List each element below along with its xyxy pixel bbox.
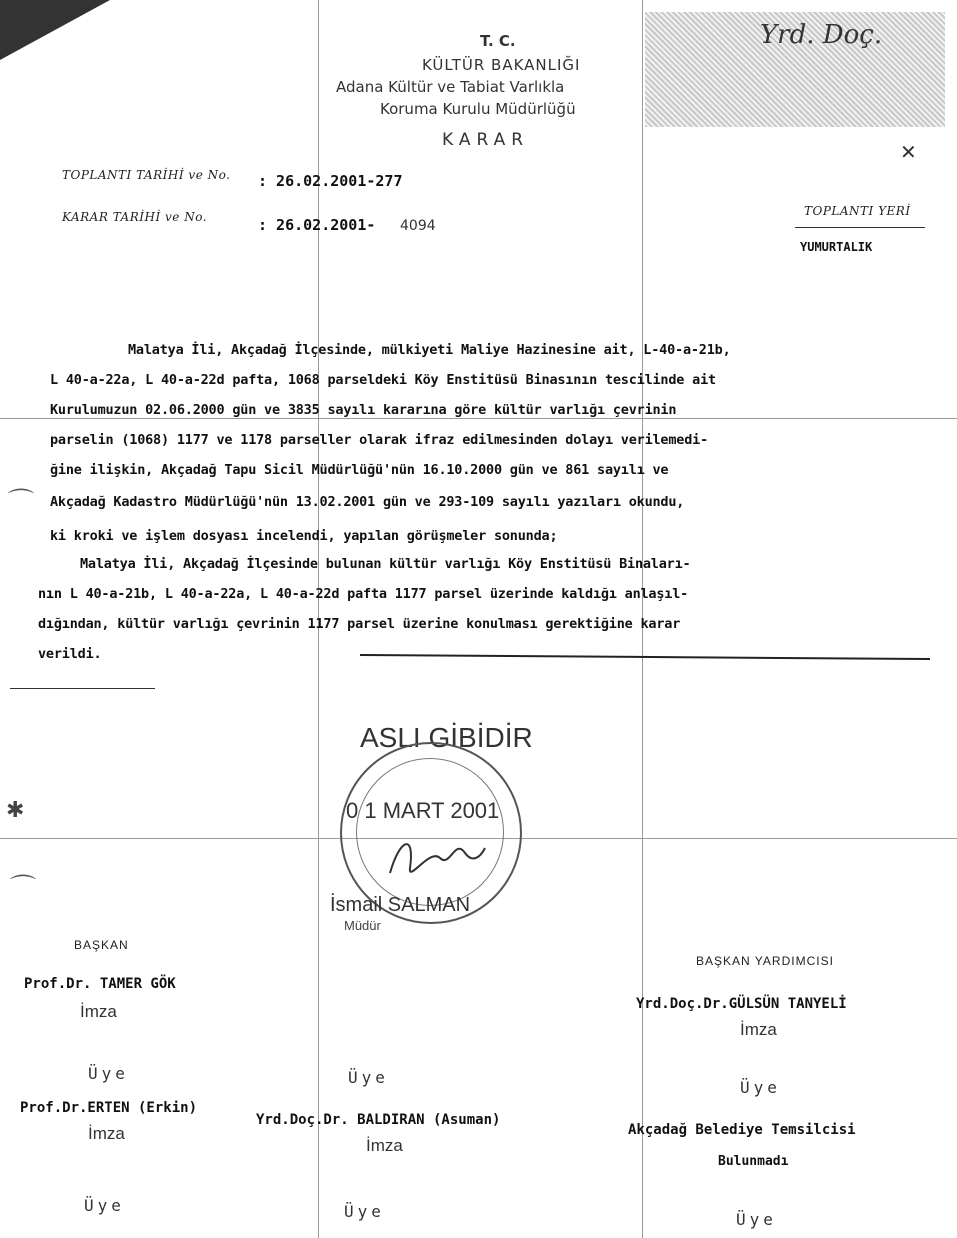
uye1-name: Prof.Dr.ERTEN (Erkin)	[20, 1100, 198, 1116]
decision-date-value: : 26.02.2001-	[258, 216, 376, 234]
left-rule	[10, 688, 155, 689]
body-line: Malatya İli, Akçadağ İlçesinde, mülkiyeti Maliye Hazinesine ait, L-40-a-21b,	[128, 342, 731, 358]
decision-number-suffix: 4094	[400, 218, 436, 234]
meeting-date-value: : 26.02.2001-277	[258, 172, 403, 190]
body-line: Kurulumuzun 02.06.2000 gün ve 3835 sayılı kararına göre kültür varlığı çevrinin	[50, 402, 677, 418]
uye-label-2: Üye	[348, 1068, 389, 1087]
director-signature	[380, 828, 490, 888]
body-line: L 40-a-22a, L 40-a-22d pafta, 1068 parseldeki Köy Enstitüsü Binasının tescilinde ait	[50, 372, 716, 388]
body-line: dığından, kültür varlığı çevrinin 1177 parsel üzerine konulması gerektiğine karar	[38, 616, 681, 632]
uye3-name: Akçadağ Belediye Temsilcisi	[628, 1122, 856, 1138]
uye3-status: Bulunmadı	[718, 1154, 789, 1169]
margin-bracket-mark: ⌒	[8, 488, 35, 518]
margin-star-mark: ✱	[6, 798, 25, 823]
fold-line-horizontal-top	[0, 418, 957, 419]
body-line: Malatya İli, Akçadağ İlçesinde bulunan kültür varlığı Köy Enstitüsü Binaları-	[80, 556, 691, 572]
decision-underline	[360, 654, 930, 660]
decision-date-label: KARAR TARİHİ ve No.	[62, 210, 208, 224]
uye-label-3: Üye	[740, 1078, 781, 1097]
yardimci-imza: İmza	[740, 1020, 777, 1039]
uye2-imza: İmza	[366, 1136, 403, 1155]
uye-label-4: Üye	[84, 1196, 125, 1215]
corner-handwriting: Yrd. Doç.	[760, 20, 883, 50]
stamp-date: 0 1 MART 2001	[346, 798, 500, 823]
header-directorate-2: Koruma Kurulu Müdürlüğü	[380, 100, 576, 118]
corner-tear	[0, 0, 110, 60]
meeting-place-label: TOPLANTI YERİ	[804, 204, 911, 218]
document-type: KARAR	[442, 130, 530, 150]
body-line: Akçadağ Kadastro Müdürlüğü'nün 13.02.2001 gün ve 293-109 sayılı yazıları okundu,	[50, 494, 685, 510]
meeting-place-underline	[795, 227, 925, 228]
yardimci-label: BAŞKAN YARDIMCISI	[696, 954, 834, 968]
stamp-title: Müdür	[344, 918, 381, 933]
x-mark: ✕	[900, 140, 917, 164]
uye2-name: Yrd.Doç.Dr. BALDIRAN (Asuman)	[256, 1112, 501, 1128]
body-line: ğine ilişkin, Akçadağ Tapu Sicil Müdürlüğü'nün 16.10.2000 gün ve 861 sayılı ve	[50, 462, 669, 478]
baskan-imza: İmza	[80, 1002, 117, 1021]
header-tc: T. C.	[480, 32, 516, 50]
stamp-name: İsmail SALMAN	[330, 894, 471, 916]
meeting-place-value: YUMURTALIK	[800, 240, 873, 254]
body-line: parselin (1068) 1177 ve 1178 parseller olarak ifraz edilmesinden dolayı verilemedi-	[50, 432, 708, 448]
body-line: nın L 40-a-21b, L 40-a-22a, L 40-a-22d pafta 1177 parsel üzerinde kaldığı anlaşıl-	[38, 586, 689, 602]
body-line: ki kroki ve işlem dosyası incelendi, yapılan görüşmeler sonunda;	[50, 528, 558, 544]
margin-curve-mark: ⌒	[10, 874, 37, 904]
meeting-date-label: TOPLANTI TARİHİ ve No.	[62, 168, 231, 182]
header-directorate-1: Adana Kültür ve Tabiat Varlıkla	[336, 78, 565, 96]
uye1-imza: İmza	[88, 1124, 125, 1143]
header-ministry: KÜLTÜR BAKANLIĞI	[422, 56, 581, 74]
stamp-asli-gibidir: ASLI GİBİDİR	[360, 722, 533, 753]
uye-label-6: Üye	[736, 1210, 777, 1229]
uye-label-1: Üye	[88, 1064, 129, 1083]
body-line: verildi.	[38, 646, 102, 662]
yardimci-name: Yrd.Doç.Dr.GÜLSÜN TANYELİ	[636, 996, 847, 1012]
baskan-label: BAŞKAN	[74, 938, 129, 952]
uye-label-5: Üye	[344, 1202, 385, 1221]
baskan-name: Prof.Dr. TAMER GÖK	[24, 976, 176, 992]
